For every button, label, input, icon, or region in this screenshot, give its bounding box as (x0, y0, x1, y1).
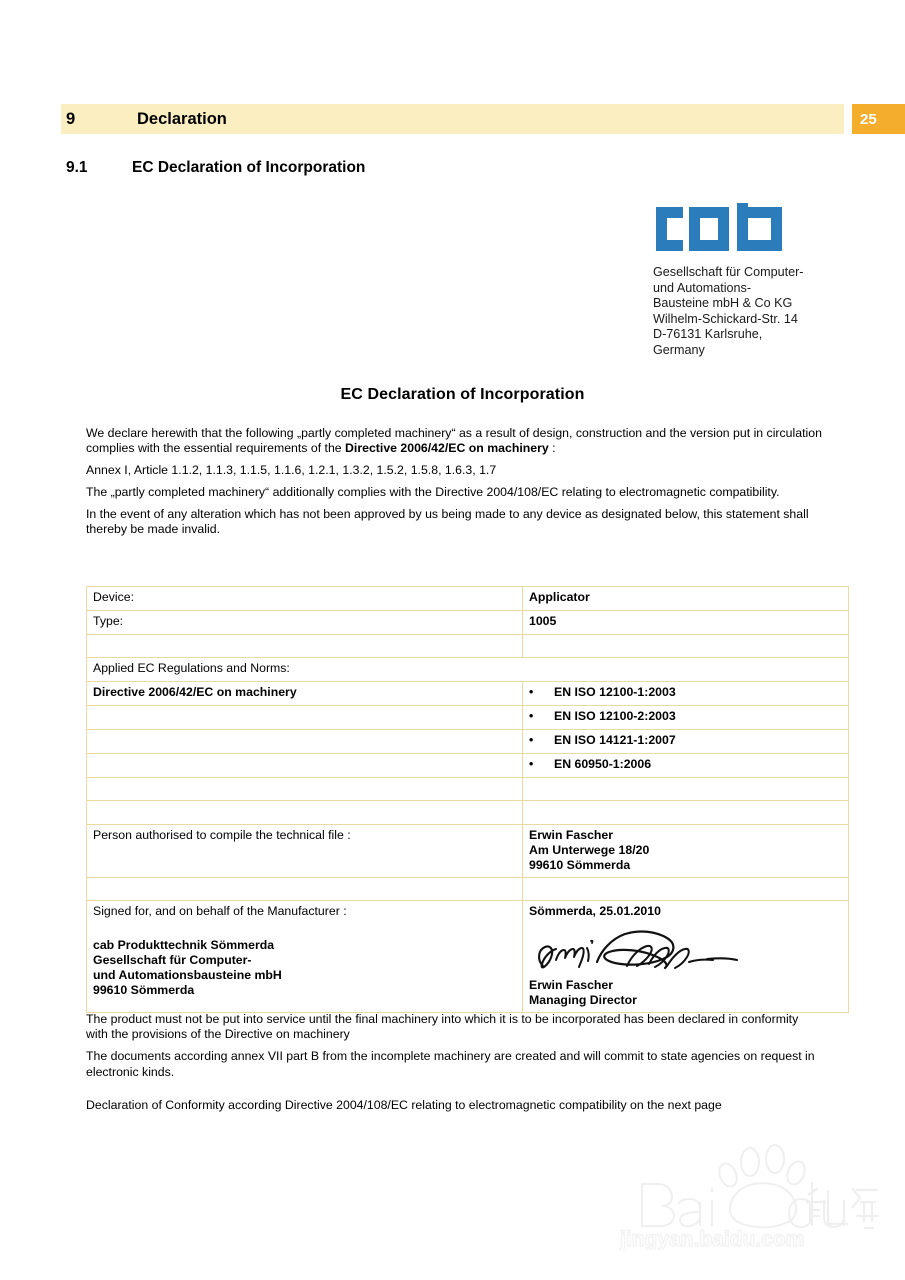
norm-label: EN ISO 14121-1:2007 (554, 733, 676, 748)
address-line: D-76131 Karlsruhe, (653, 327, 763, 342)
bullet-icon: • (529, 685, 534, 700)
address-line: Germany (653, 342, 705, 357)
company-logo-block (653, 203, 883, 359)
empty-cell (87, 730, 523, 754)
norm-cell (523, 730, 849, 754)
footer-paragraph-1: The product must not be put into service until the final machinery into which it is to be incorporated has been declared in conformity with the provisions of the Directive on machinery (86, 1012, 799, 1042)
type-label: Type: (87, 611, 523, 635)
spacer-cell (523, 778, 849, 801)
spacer-cell (87, 801, 523, 824)
signature-gap (93, 920, 516, 938)
applied-regulations-label: Applied EC Regulations and Norms: (87, 658, 849, 682)
norm-item (529, 709, 842, 724)
manufacturer-line: und Automationsbausteine mbH (93, 968, 282, 983)
signed-label: Signed for, and on behalf of the Manufacturer : (93, 904, 347, 919)
table-row-spacer (87, 778, 849, 801)
spacer-cell (523, 878, 849, 901)
page-number-badge: 25 (852, 104, 905, 134)
spacer-cell (87, 878, 523, 901)
table-row-applied-norms-header (87, 658, 849, 682)
section-title: EC Declaration of Incorporation (132, 159, 366, 176)
norm-label: EN 60950-1:2006 (554, 757, 652, 772)
cab-logo-icon (653, 203, 811, 255)
chapter-number: 9 (66, 109, 76, 128)
signature-cell (523, 901, 849, 1013)
empty-cell (87, 706, 523, 730)
handwritten-signature-icon (531, 926, 763, 974)
bullet-icon: • (529, 733, 534, 748)
table-row-type (87, 611, 849, 635)
empty-cell (87, 754, 523, 778)
table-row-device (87, 587, 849, 611)
intro-paragraph-1: We declare herewith that the following „partly completed machinery“ as a result of design, construction and the version put in circulation complies with the essential requirements of the Directive 2006/42/EC on machinery : (86, 426, 822, 456)
spacer-cell (87, 635, 523, 658)
intro-paragraph-3: The „partly completed machinery“ additionally complies with the Directive 2004/108/EC relating to electromagnetic compatibility. (86, 485, 780, 500)
signed-for-cell (87, 901, 523, 1013)
norm-cell (523, 754, 849, 778)
table-row-norm-2 (87, 706, 849, 730)
norm-item (529, 757, 842, 772)
person-street: Am Unterwege 18/20 (529, 842, 650, 857)
person-label: Person authorised to compile the technical file : (87, 824, 523, 878)
footer-notes (86, 1012, 822, 1120)
norm-item (529, 685, 842, 700)
table-row-spacer (87, 635, 849, 658)
type-value: 1005 (523, 611, 849, 635)
chapter-title: Declaration (137, 109, 227, 128)
norm-cell (523, 682, 849, 706)
norm-label: EN ISO 12100-1:2003 (554, 685, 676, 700)
table-row-norm-4 (87, 754, 849, 778)
address-line: Gesellschaft für Computer- (653, 265, 804, 279)
document-title: EC Declaration of Incorporation (340, 386, 585, 403)
table-row-signature (87, 901, 849, 1013)
person-value (523, 824, 849, 878)
norm-item (529, 733, 842, 748)
intro-paragraph-2: Annex I, Article 1.1.2, 1.1.3, 1.1.5, 1.1.6, 1.2.1, 1.3.2, 1.5.2, 1.5.8, 1.6.3, 1.7 (86, 463, 497, 478)
table-row-norm-1 (87, 682, 849, 706)
address-line: und Automations- (653, 280, 752, 295)
introduction-text (86, 426, 822, 545)
manufacturer-line: cab Produkttechnik Sömmerda (93, 937, 275, 952)
directive-label: Directive 2006/42/EC on machinery (87, 682, 523, 706)
place-date: Sömmerda, 25.01.2010 (529, 904, 661, 919)
section-number: 9.1 (66, 159, 88, 176)
table-row-technical-file (87, 824, 849, 878)
person-city: 99610 Sömmerda (529, 858, 631, 873)
chapter-header-bar (61, 104, 844, 134)
footer-paragraph-3: Declaration of Conformity according Directive 2004/108/EC relating to electromagnetic compatibility on the next page (86, 1097, 722, 1112)
device-label: Device: (87, 587, 523, 611)
signatory-name: Erwin Fascher (529, 977, 614, 992)
footer-paragraph-2: The documents according annex VII part B from the incomplete machinery are created and will commit to state agencies on request in electronic kinds. (86, 1049, 815, 1079)
watermark-url: jingyan.baidu.com (620, 1228, 805, 1250)
address-line: Bausteine mbH & Co KG (653, 296, 793, 311)
intro-paragraph-4: In the event of any alteration which has not been approved by us being made to any device as designated below, this statement shall thereby be made invalid. (86, 507, 809, 537)
spacer-cell (523, 801, 849, 824)
norm-label: EN ISO 12100-2:2003 (554, 709, 676, 724)
table-row-spacer (87, 878, 849, 901)
spacer-cell (523, 635, 849, 658)
manufacturer-line: 99610 Sömmerda (93, 983, 195, 998)
declaration-table (86, 586, 849, 1013)
device-value: Applicator (523, 587, 849, 611)
table-row-norm-3 (87, 730, 849, 754)
company-address (653, 265, 883, 359)
table-row-spacer (87, 801, 849, 824)
bullet-icon: • (529, 757, 534, 772)
section-heading (66, 159, 365, 177)
manufacturer-line: Gesellschaft für Computer- (93, 952, 252, 967)
bullet-icon: • (529, 709, 534, 724)
baidu-watermark (612, 1140, 882, 1250)
address-line: Wilhelm-Schickard-Str. 14 (653, 311, 798, 326)
norm-cell (523, 706, 849, 730)
signatory-role: Managing Director (529, 992, 637, 1007)
spacer-cell (87, 778, 523, 801)
person-name: Erwin Fascher (529, 827, 614, 842)
